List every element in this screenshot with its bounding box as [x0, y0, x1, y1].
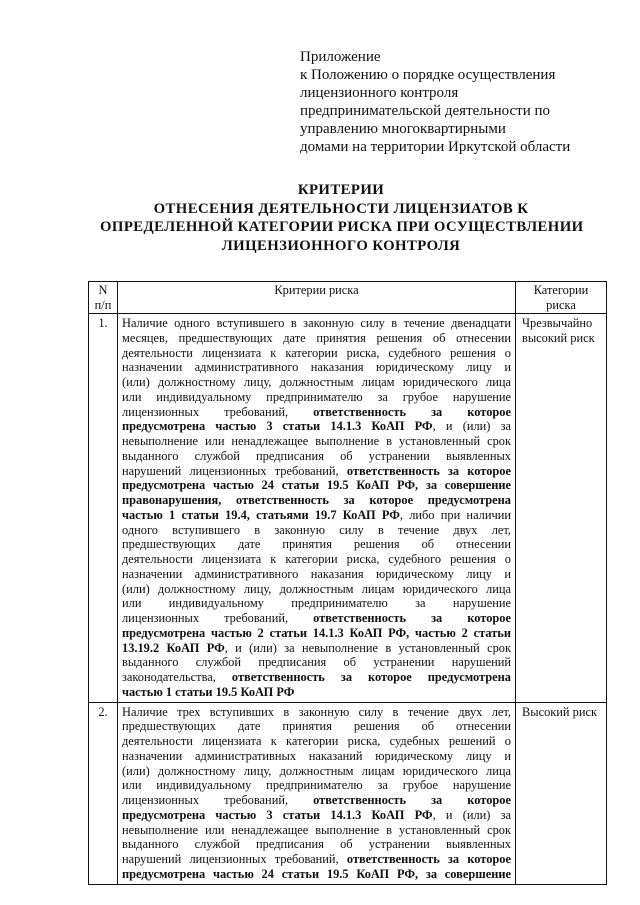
criteria-text: законодательства,: [122, 670, 232, 684]
criteria-line: [122, 641, 511, 656]
criteria-line: [122, 596, 511, 611]
criteria-text: месяцев, предшествующих дате принятия решения об отнесении: [122, 330, 511, 345]
criteria-line: [122, 611, 511, 626]
row-number: 2.: [89, 702, 118, 884]
criteria-line: [122, 390, 511, 405]
criteria-text: выданного службой предписания об устранении нарушений: [122, 655, 511, 670]
criteria-text: лицензионных требований,: [122, 611, 314, 625]
header-number: [89, 282, 118, 314]
criteria-text-bold: частью 1 статьи 19.4, статьями 19.7 КоАП РФ: [122, 507, 400, 522]
title-line: ОПРЕДЕЛЕННОЙ КАТЕГОРИИ РИСКА ПРИ ОСУЩЕСТВЛЕНИИ: [100, 219, 584, 236]
criteria-text-bold: ответственность за которое: [346, 463, 511, 478]
criteria-line: [122, 749, 511, 764]
criteria-text: деятельности лицензиата к категории риска, судебных решений о: [122, 734, 511, 748]
criteria-text-bold: ответственность за которое: [313, 404, 511, 419]
criteria-line: [122, 346, 511, 361]
category-cell: [516, 314, 607, 703]
criteria-text: назначении административного наказания юридическому лицу и: [122, 566, 511, 581]
criteria-line: [122, 493, 511, 508]
criteria-text-bold: ответственность за которое: [313, 793, 511, 807]
criteria-line: [122, 778, 511, 793]
criteria-text: одного вступившего в законную силу в течение двух лет,: [122, 522, 511, 537]
criteria-line: [122, 582, 511, 597]
criteria-text: назначении административного наказания юридическому лицу и: [122, 360, 511, 375]
criteria-text: , и (или) за: [432, 807, 511, 822]
header-category: [516, 282, 607, 314]
table-row: [89, 702, 607, 884]
header-number-line: N: [98, 283, 108, 297]
criteria-line: [122, 764, 511, 779]
criteria-line: [122, 670, 511, 685]
appendix-line: Приложение: [300, 49, 381, 65]
title-line: КРИТЕРИИ: [297, 182, 385, 198]
appendix-line: домами на территории Иркутской области: [300, 139, 571, 155]
header-category-line: Категории: [533, 283, 589, 297]
criteria-text-bold: предусмотрена частью 24 статьи 19.5 КоАП РФ, за совершение: [122, 478, 511, 493]
criteria-text: невыполнение или ненадлежащее выполнение в установленный срок: [122, 434, 511, 448]
criteria-text: невыполнение или ненадлежащее выполнение в установленный срок: [122, 822, 511, 837]
criteria-line: [122, 419, 511, 434]
criteria-line: [122, 523, 511, 538]
criteria-text: назначении административных наказаний юридическому лицу и: [122, 748, 511, 763]
criteria-text: Наличие одного вступившего в законную силу в течение двенадцати: [122, 316, 511, 330]
header-criteria-text: Критерии риска: [274, 283, 359, 297]
criteria-line: [122, 552, 511, 567]
criteria-rows: [89, 314, 607, 885]
category-text: Высокий риск: [522, 704, 598, 719]
criteria-text: (или) должностному лицу, должностным лицам юридического лица: [122, 375, 511, 389]
title-line: ЛИЦЕНЗИОННОГО КОНТРОЛЯ: [221, 238, 461, 255]
criteria-line: [122, 316, 511, 331]
header-criteria: [118, 282, 516, 314]
criteria-line: [122, 537, 511, 552]
criteria-line: [122, 867, 511, 882]
criteria-line: [122, 734, 511, 749]
criteria-text: лицензионных требований,: [122, 404, 314, 419]
criteria-text: Наличие трех вступивших в законную силу в течение двух лет,: [122, 704, 511, 719]
header-number-line: п/п: [94, 297, 112, 312]
category-text: Чрезвычайно: [522, 316, 593, 330]
criteria-line: [122, 852, 511, 867]
criteria-text-bold: предусмотрена частью 3 статьи 14.1.3 КоАП РФ: [122, 419, 433, 434]
criteria-text-bold: правонарушения, ответственность за которое предусмотрена: [122, 493, 511, 507]
appendix-line: к Положению о порядке осуществления: [300, 67, 556, 83]
criteria-cell: [118, 702, 516, 884]
table-row: [89, 314, 607, 703]
criteria-text-bold: предусмотрена частью 3 статьи 14.1.3 КоАП РФ: [122, 807, 433, 822]
criteria-text-bold: предусмотрена частью 24 статьи 19.5 КоАП РФ, за совершение: [122, 866, 511, 881]
criteria-text: деятельности лицензиата к категории риска, судебного решения о: [122, 345, 511, 360]
criteria-line: [122, 793, 511, 808]
criteria-line: [122, 449, 511, 464]
criteria-line: [122, 626, 511, 641]
header-category-line: риска: [546, 297, 576, 312]
criteria-line: [122, 719, 511, 734]
criteria-text-bold: 13.19.2 КоАП РФ: [122, 640, 225, 655]
criteria-line: [122, 331, 511, 346]
criteria-line: [122, 405, 511, 420]
criteria-line: [122, 655, 511, 670]
criteria-line: [122, 375, 511, 390]
criteria-text: или индивидуальному предпринимателю за грубое нарушение: [122, 389, 511, 404]
criteria-line: [122, 837, 511, 852]
criteria-line: [122, 478, 511, 493]
criteria-text: нарушений лицензионных требований,: [122, 852, 347, 866]
criteria-line: [122, 685, 511, 700]
criteria-text-bold: частью 1 статьи 19.5 КоАП РФ: [122, 684, 295, 699]
title-line: ОТНЕСЕНИЯ ДЕЯТЕЛЬНОСТИ ЛИЦЕНЗИАТОВ К: [153, 200, 529, 217]
appendix-line: управлению многоквартирными: [300, 121, 506, 137]
appendix-line: лицензионного контроля: [300, 85, 459, 101]
criteria-text: (или) должностному лицу, должностным лицам юридического лица: [122, 581, 511, 596]
criteria-line: [122, 360, 511, 375]
criteria-text-bold: предусмотрена частью 2 статьи 14.1.3 КоАП РФ, частью 2 статьи: [122, 625, 511, 640]
appendix-note: [300, 48, 620, 156]
criteria-text: предшествующих дате принятия решения об отнесении: [122, 537, 511, 552]
criteria-text: выданного службой предписания об устранении выявленных: [122, 448, 511, 463]
criteria-text: или индивидуальному предпринимателю за нарушение: [122, 596, 511, 611]
criteria-line: [122, 823, 511, 838]
criteria-line: [122, 508, 511, 523]
criteria-line: [122, 434, 511, 449]
table-header-row: [89, 282, 607, 314]
appendix-line: предпринимательской деятельности по: [300, 103, 551, 119]
category-text: высокий риск: [522, 330, 595, 345]
criteria-text: нарушений лицензионных требований,: [122, 463, 347, 478]
criteria-text: , и (или) за: [432, 419, 511, 434]
criteria-cell: [118, 314, 516, 703]
criteria-text: , либо при наличии: [399, 507, 511, 522]
criteria-line: [122, 567, 511, 582]
document-title: [100, 181, 582, 256]
criteria-text: или индивидуальному предпринимателю за грубое нарушение: [122, 778, 511, 793]
criteria-text: (или) должностному лицу, должностным лицам юридического лица: [122, 763, 511, 778]
category-cell: [516, 702, 607, 884]
criteria-line: [122, 808, 511, 823]
criteria-table: [88, 281, 607, 885]
criteria-text: предшествующих дате принятия решения об отнесении: [122, 719, 511, 734]
criteria-text: лицензионных требований,: [122, 793, 314, 807]
criteria-line: [122, 705, 511, 720]
criteria-text: , и (или) за невыполнение в установленный срок: [224, 640, 511, 655]
criteria-line: [122, 464, 511, 479]
criteria-text-bold: ответственность за которое: [346, 852, 511, 866]
criteria-text: деятельности лицензиата к категории риска, судебного решения о: [122, 552, 511, 566]
row-number: 1.: [89, 314, 118, 703]
criteria-text-bold: ответственность за которое: [313, 611, 511, 625]
criteria-text-bold: ответственность за которое предусмотрена: [231, 670, 511, 684]
criteria-text: выданного службой предписания об устранении выявленных: [122, 837, 511, 852]
